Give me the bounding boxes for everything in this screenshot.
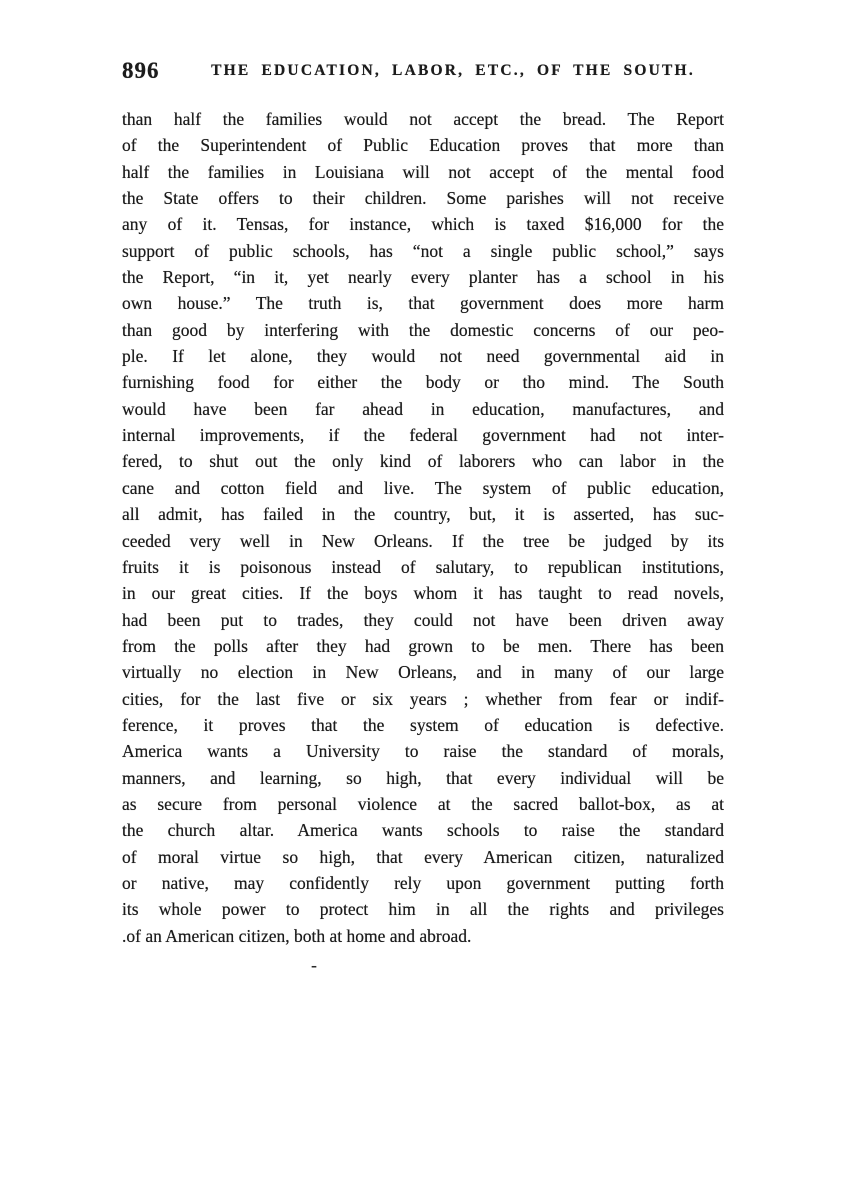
text-line: would have been far ahead in education, manufactures, and (122, 398, 724, 419)
text-line: than good by interfering with the domestic concerns of our peo- (122, 319, 724, 340)
text-line: half the families in Louisiana will not accept of the mental food (122, 161, 724, 182)
text-line: America wants a University to raise the standard of morals, (122, 741, 724, 762)
running-head (122, 58, 724, 88)
page-number: 896 (122, 58, 160, 83)
text-line: virtually no election in New Orleans, and in many of our large (122, 662, 724, 683)
text-line: fruits it is poisonous instead of salutary, to republican institutions, (122, 556, 724, 577)
text-line: than half the families would not accept the bread. The Report (122, 109, 724, 129)
text-line: its whole power to protect him in all the rights and privileges (122, 899, 724, 920)
text-line: of moral virtue so high, that every American citizen, naturalized (122, 846, 724, 867)
text-line: fered, to shut out the only kind of laborers who can labor in the (122, 451, 724, 472)
text-line: the church altar. America wants schools to raise the standard (122, 820, 724, 841)
text-line: support of public schools, has “not a single public school,” says (122, 240, 724, 261)
text-line: the State offers to their children. Some parishes will not receive (122, 188, 724, 209)
text-line: all admit, has failed in the country, but, it is asserted, has suc- (122, 504, 724, 525)
text-line: in our great cities. If the boys whom it has taught to read novels, (122, 583, 724, 604)
text-line: from the polls after they had grown to be men. There has been (122, 635, 724, 656)
text-line: cities, for the last five or six years ; whether from fear or indif- (122, 688, 724, 709)
text-line: ference, it proves that the system of education is defective. (122, 714, 724, 735)
text-line: any of it. Tensas, for instance, which is taxed $16,000 for the (122, 214, 724, 235)
text-line: the Report, “in it, yet nearly every planter has a school in his (122, 267, 724, 288)
text-line: internal improvements, if the federal government had not inter- (122, 425, 724, 446)
text-line: ple. If let alone, they would not need governmental aid in (122, 346, 724, 367)
page-body (122, 106, 724, 949)
running-header-title: THE EDUCATION, LABOR, ETC., OF THE SOUTH. (211, 62, 695, 79)
text-line: furnishing food for either the body or tho mind. The South (122, 372, 724, 393)
text-line: cane and cotton field and live. The system of public education, (122, 477, 724, 498)
text-line: as secure from personal violence at the sacred ballot-box, as at (122, 793, 724, 814)
text-line: of the Superintendent of Public Education proves that more than (122, 135, 724, 156)
text-line: .of an American citizen, both at home and abroad. (122, 925, 472, 946)
text-line: own house.” The truth is, that government does more harm (122, 293, 724, 314)
text-line: or native, may confidently rely upon government putting forth (122, 872, 724, 893)
text-line: manners, and learning, so high, that every individual will be (122, 767, 724, 788)
text-line: had been put to trades, they could not have been driven away (122, 609, 724, 630)
stray-scan-mark: - (311, 955, 317, 975)
text-line: ceeded very well in New Orleans. If the tree be judged by its (122, 530, 724, 551)
